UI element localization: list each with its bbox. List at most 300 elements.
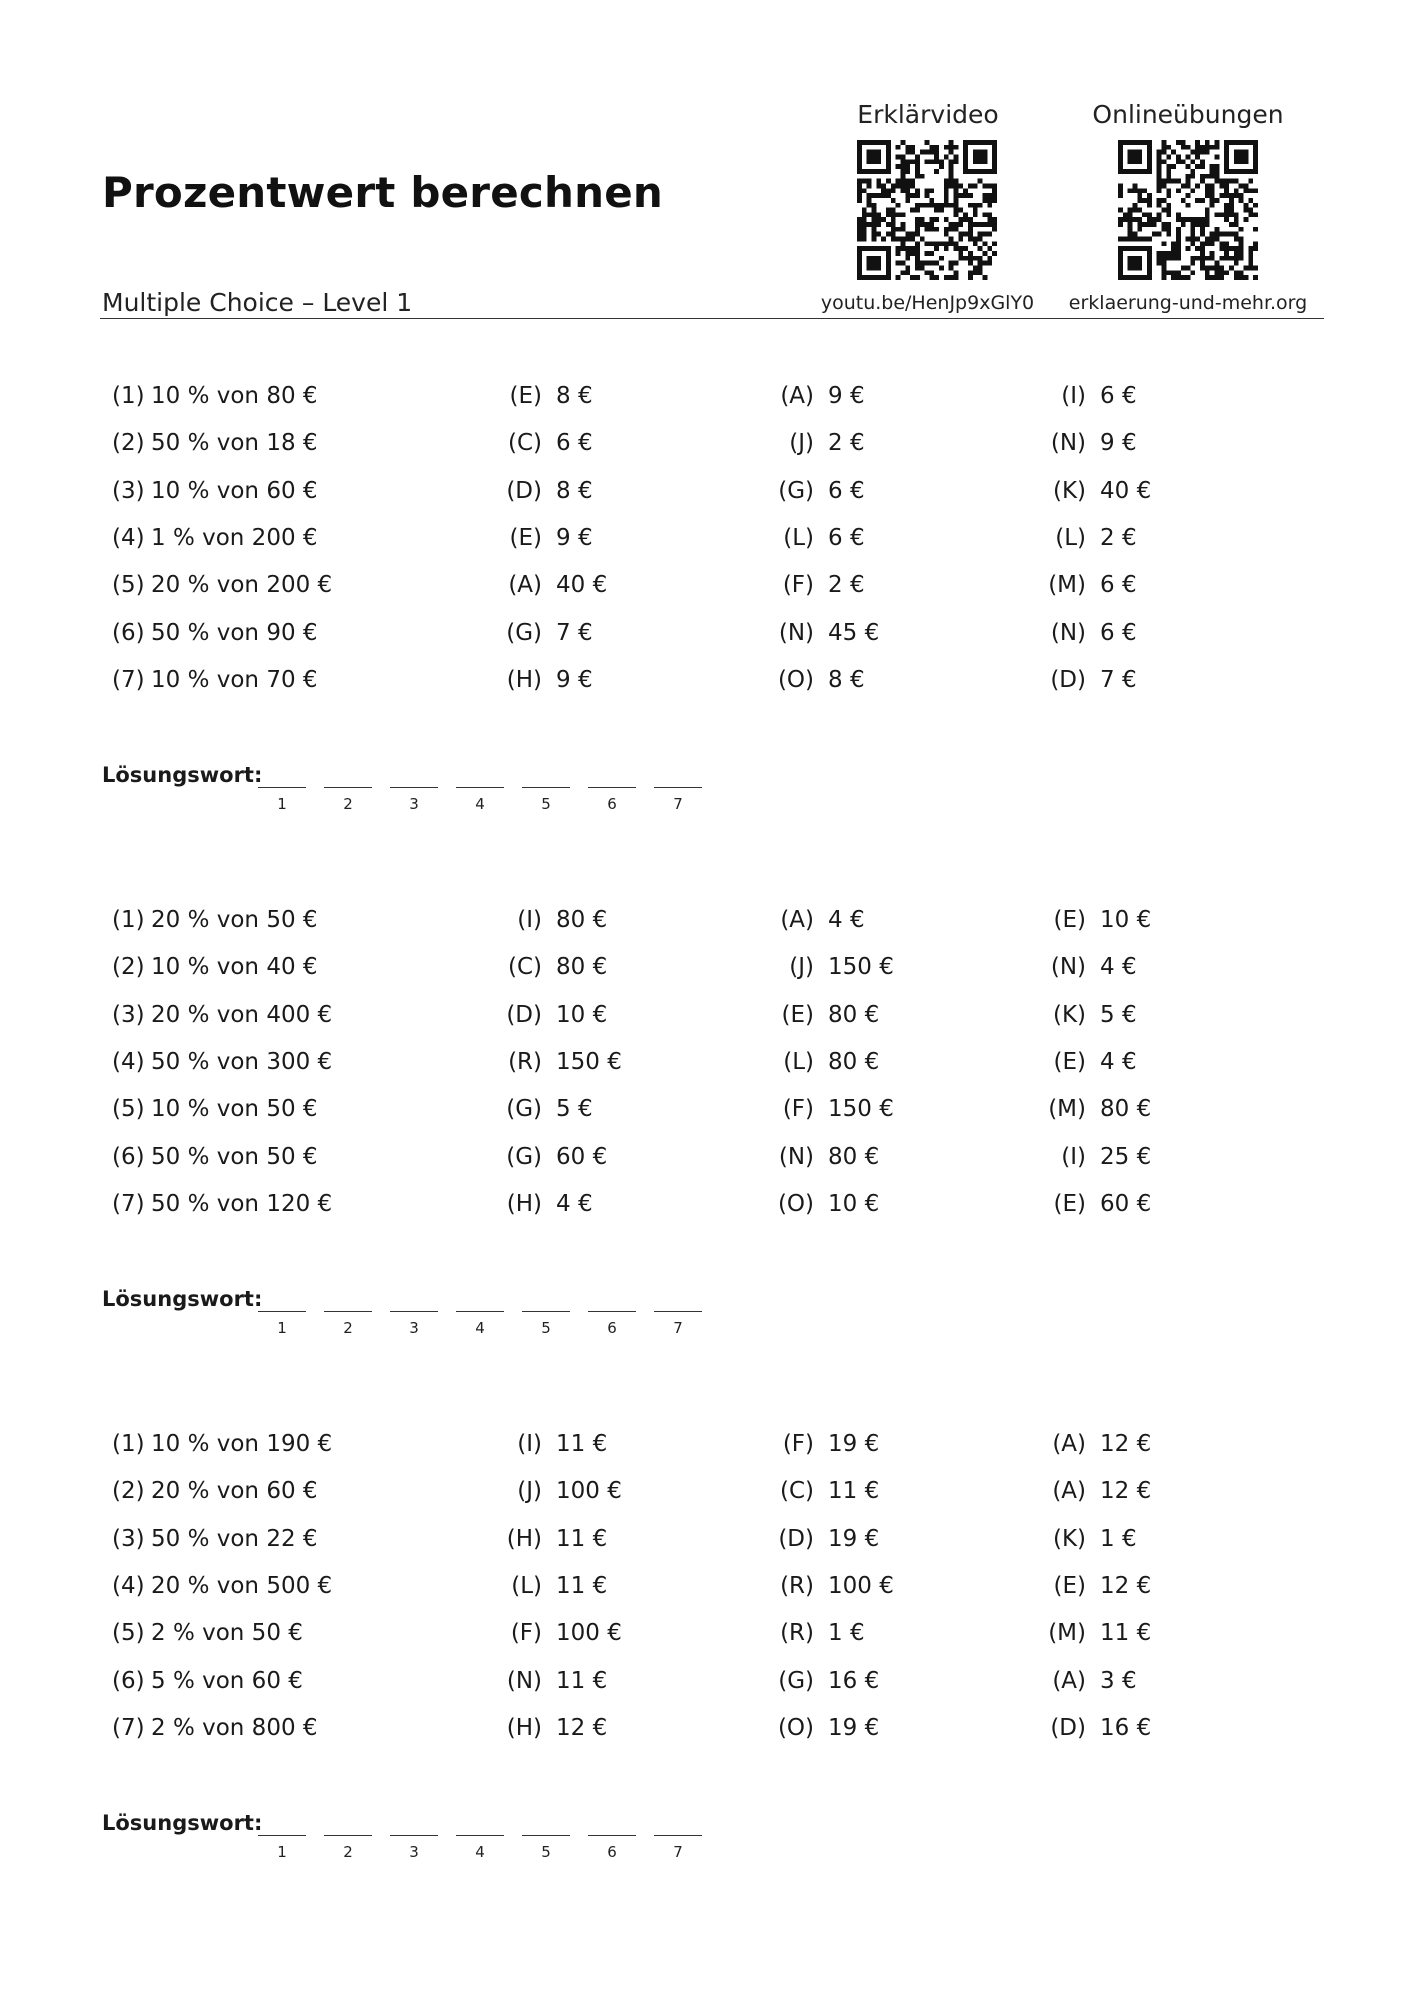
option-value: 16 €: [1100, 1714, 1152, 1741]
option-value: 11 €: [556, 1525, 608, 1552]
task-text: 50 % von 18 €: [151, 430, 318, 457]
option-letter: (K): [1052, 1001, 1086, 1028]
option-value: 8 €: [828, 666, 865, 693]
option-value: 6 €: [828, 477, 865, 504]
page-subtitle: Multiple Choice – Level 1: [102, 288, 413, 317]
option-value: 2 €: [828, 430, 865, 457]
task-text: 10 % von 60 €: [151, 477, 318, 504]
option-value: 3 €: [1100, 1667, 1137, 1694]
option-value: 45 €: [828, 619, 880, 646]
solution-blank[interactable]: [522, 787, 570, 788]
option-letter: (L): [511, 1572, 542, 1599]
task-question: [112, 1715, 318, 1741]
task-question: [112, 667, 318, 693]
task-text: 1 % von 200 €: [151, 524, 318, 551]
solution-blank[interactable]: [654, 1311, 702, 1312]
option-letter: (D): [1050, 666, 1086, 693]
answer-option[interactable]: [1050, 619, 1137, 646]
option-letter: (C): [507, 430, 542, 457]
option-letter: (A): [1052, 1431, 1086, 1457]
option-letter: (M): [1048, 572, 1086, 599]
option-value: 100 €: [556, 1620, 622, 1647]
option-letter: (J): [517, 1478, 542, 1505]
answer-option[interactable]: [1061, 1143, 1152, 1170]
answer-option[interactable]: [1050, 954, 1137, 981]
option-letter: (M): [1048, 1620, 1086, 1647]
option-value: 60 €: [1100, 1190, 1152, 1217]
option-letter: (E): [1053, 907, 1086, 933]
task-number: (3): [112, 477, 145, 504]
blank-number: 4: [475, 1843, 485, 1861]
solution-blank[interactable]: [522, 1311, 570, 1312]
option-letter: (O): [777, 1190, 814, 1217]
task-row: [0, 907, 1414, 947]
task-text: 20 % von 400 €: [151, 1001, 333, 1028]
task-question: [112, 1191, 332, 1217]
qr-left-label: Erklärvideo: [857, 100, 999, 129]
blank-number: 5: [541, 1843, 551, 1861]
blank-number: 6: [607, 1843, 617, 1861]
task-number: (5): [112, 572, 145, 599]
task-number: (3): [112, 1525, 145, 1552]
answer-option[interactable]: [1053, 1190, 1152, 1217]
option-letter: (R): [780, 1620, 814, 1647]
solution-word: [0, 1811, 1414, 1871]
option-letter: (F): [782, 1431, 814, 1457]
blank-number: 1: [277, 795, 287, 813]
answer-option[interactable]: [1053, 1572, 1152, 1599]
option-letter: (I): [1061, 1143, 1086, 1170]
task-number: (6): [112, 1667, 145, 1694]
answer-option[interactable]: [1052, 1525, 1137, 1552]
task-number: (4): [112, 1048, 145, 1075]
solution-label: Lösungswort:: [102, 1287, 263, 1311]
option-value: 9 €: [828, 383, 865, 409]
solution-blank[interactable]: [654, 1835, 702, 1836]
option-letter: (R): [780, 1572, 814, 1599]
option-value: 4 €: [1100, 1048, 1137, 1075]
qr-left-url[interactable]: youtu.be/HenJp9xGlY0: [820, 292, 1035, 314]
option-letter: (E): [1053, 1190, 1086, 1217]
solution-blank[interactable]: [456, 1835, 504, 1836]
option-letter: (D): [506, 1001, 542, 1028]
task-row: [0, 1431, 1414, 1471]
blank-number: 3: [409, 1319, 419, 1337]
answer-option[interactable]: [506, 1001, 608, 1028]
option-value: 6 €: [556, 430, 593, 457]
task-question: [112, 572, 332, 598]
answer-option[interactable]: [789, 954, 894, 981]
answer-option[interactable]: [506, 1667, 608, 1694]
option-letter: (A): [508, 572, 542, 599]
solution-blank[interactable]: [258, 1311, 306, 1312]
task-question: [112, 383, 318, 409]
answer-option[interactable]: [782, 1096, 894, 1123]
task-row: [0, 1573, 1414, 1613]
option-letter: (A): [1052, 1667, 1086, 1694]
option-letter: (O): [777, 666, 814, 693]
solution-blank[interactable]: [390, 1835, 438, 1836]
option-letter: (A): [1052, 1478, 1086, 1505]
task-number: (6): [112, 619, 145, 646]
option-letter: (D): [778, 1525, 814, 1552]
option-value: 100 €: [556, 1478, 622, 1505]
option-letter: (C): [507, 954, 542, 981]
task-number: (4): [112, 1572, 145, 1599]
task-text: 20 % von 50 €: [151, 907, 318, 933]
solution-blank[interactable]: [522, 1835, 570, 1836]
option-value: 7 €: [556, 619, 593, 646]
option-value: 6 €: [828, 524, 865, 551]
option-letter: (I): [517, 1431, 542, 1457]
option-letter: (E): [1053, 1048, 1086, 1075]
option-value: 9 €: [556, 524, 593, 551]
answer-option[interactable]: [778, 1525, 880, 1552]
answer-option[interactable]: [1050, 1714, 1152, 1741]
blank-number: 1: [277, 1843, 287, 1861]
option-letter: (L): [783, 524, 814, 551]
answer-option[interactable]: [507, 954, 608, 981]
task-number: (1): [112, 383, 145, 409]
blank-number: 6: [607, 1319, 617, 1337]
option-value: 100 €: [828, 1572, 894, 1599]
option-letter: (H): [506, 1714, 542, 1741]
blank-number: 5: [541, 795, 551, 813]
task-question: [112, 954, 318, 980]
option-value: 6 €: [1100, 619, 1137, 646]
option-value: 80 €: [828, 1001, 880, 1028]
option-value: 5 €: [1100, 1001, 1137, 1028]
answer-option[interactable]: [783, 1048, 880, 1075]
answer-option[interactable]: [1055, 524, 1137, 551]
answer-option[interactable]: [782, 572, 865, 599]
answer-option[interactable]: [506, 619, 593, 646]
option-value: 9 €: [556, 666, 593, 693]
task-question: [112, 1573, 332, 1599]
task-number: (7): [112, 1714, 145, 1741]
solution-word: [0, 1287, 1414, 1347]
option-letter: (F): [510, 1620, 542, 1647]
solution-blank[interactable]: [258, 787, 306, 788]
answer-option[interactable]: [777, 1714, 880, 1741]
task-number: (2): [112, 1478, 145, 1505]
answer-option[interactable]: [779, 1478, 880, 1505]
task-row: [0, 1620, 1414, 1660]
answer-option[interactable]: [1052, 1001, 1137, 1028]
option-letter: (N): [1050, 430, 1086, 457]
solution-blank[interactable]: [258, 1835, 306, 1836]
answer-option[interactable]: [508, 572, 608, 599]
blank-number: 2: [343, 795, 353, 813]
answer-option[interactable]: [506, 1525, 608, 1552]
task-number: (4): [112, 524, 145, 551]
task-question: [112, 1002, 332, 1028]
option-value: 2 €: [828, 572, 865, 599]
option-value: 11 €: [556, 1667, 608, 1694]
task-row: [0, 667, 1414, 707]
option-letter: (L): [1055, 524, 1086, 551]
option-letter: (D): [506, 477, 542, 504]
task-number: (1): [112, 1431, 145, 1457]
option-value: 4 €: [556, 1190, 593, 1217]
answer-option[interactable]: [777, 666, 865, 693]
task-number: (3): [112, 1001, 145, 1028]
task-row: [0, 572, 1414, 612]
option-value: 80 €: [828, 1048, 880, 1075]
option-value: 150 €: [828, 1096, 894, 1123]
answer-option[interactable]: [1053, 907, 1152, 933]
option-value: 10 €: [556, 1001, 608, 1028]
task-number: (1): [112, 907, 145, 933]
option-letter: (O): [777, 1714, 814, 1741]
answer-option[interactable]: [509, 383, 593, 409]
option-letter: (H): [506, 666, 542, 693]
answer-option[interactable]: [1050, 430, 1137, 457]
blank-number: 2: [343, 1319, 353, 1337]
option-letter: (H): [506, 1190, 542, 1217]
task-number: (6): [112, 1143, 145, 1170]
task-text: 50 % von 300 €: [151, 1048, 333, 1075]
option-letter: (C): [779, 1478, 814, 1505]
blank-number: 1: [277, 1319, 287, 1337]
option-value: 12 €: [1100, 1478, 1152, 1505]
blank-number: 5: [541, 1319, 551, 1337]
answer-option[interactable]: [782, 1431, 880, 1457]
answer-option[interactable]: [1052, 1431, 1152, 1457]
option-letter: (J): [789, 430, 814, 457]
answer-option[interactable]: [1061, 383, 1137, 409]
option-value: 9 €: [1100, 430, 1137, 457]
answer-option[interactable]: [506, 666, 593, 693]
answer-option[interactable]: [1052, 1667, 1137, 1694]
task-row: [0, 1049, 1414, 1089]
task-text: 50 % von 90 €: [151, 619, 318, 646]
option-letter: (K): [1052, 477, 1086, 504]
task-text: 10 % von 70 €: [151, 666, 318, 693]
blank-number: 7: [673, 795, 683, 813]
solution-blank[interactable]: [324, 1835, 372, 1836]
solution-blank[interactable]: [588, 1835, 636, 1836]
option-letter: (R): [508, 1048, 542, 1075]
option-letter: (N): [1050, 619, 1086, 646]
task-question: [112, 430, 318, 456]
option-value: 6 €: [1100, 383, 1137, 409]
qr-right-url[interactable]: erklaerung-und-mehr.org: [1068, 292, 1308, 314]
option-value: 12 €: [1100, 1431, 1152, 1457]
solution-blank[interactable]: [324, 787, 372, 788]
solution-blank[interactable]: [588, 787, 636, 788]
option-value: 19 €: [828, 1525, 880, 1552]
option-value: 2 €: [1100, 524, 1137, 551]
task-row: [0, 954, 1414, 994]
task-row: [0, 478, 1414, 518]
option-letter: (E): [509, 524, 542, 551]
task-text: 20 % von 60 €: [151, 1478, 318, 1505]
solution-blank[interactable]: [390, 1311, 438, 1312]
answer-option[interactable]: [506, 1143, 608, 1170]
answer-option[interactable]: [506, 1714, 608, 1741]
task-text: 50 % von 22 €: [151, 1525, 318, 1552]
answer-option[interactable]: [1048, 1096, 1152, 1123]
task-text: 5 % von 60 €: [151, 1667, 303, 1694]
answer-option[interactable]: [780, 383, 865, 409]
option-letter: (F): [782, 572, 814, 599]
answer-option[interactable]: [1050, 666, 1137, 693]
task-number: (5): [112, 1620, 145, 1647]
option-value: 11 €: [1100, 1620, 1152, 1647]
answer-option[interactable]: [778, 619, 880, 646]
solution-blank[interactable]: [456, 1311, 504, 1312]
answer-option[interactable]: [1053, 1048, 1137, 1075]
option-letter: (E): [509, 383, 542, 409]
solution-label: Lösungswort:: [102, 1811, 263, 1835]
task-row: [0, 620, 1414, 660]
option-value: 80 €: [556, 907, 608, 933]
option-value: 12 €: [556, 1714, 608, 1741]
task-row: [0, 525, 1414, 565]
answer-option[interactable]: [517, 1478, 622, 1505]
task-row: [0, 1096, 1414, 1136]
solution-blank[interactable]: [654, 787, 702, 788]
option-value: 11 €: [556, 1572, 608, 1599]
option-letter: (N): [778, 1143, 814, 1170]
answer-option[interactable]: [778, 1143, 880, 1170]
option-letter: (F): [782, 1096, 814, 1123]
answer-option[interactable]: [778, 1667, 880, 1694]
answer-option[interactable]: [517, 907, 608, 933]
option-value: 4 €: [828, 907, 865, 933]
answer-option[interactable]: [506, 477, 593, 504]
qr-code-icon[interactable]: [857, 140, 997, 280]
blank-number: 3: [409, 795, 419, 813]
option-letter: (L): [783, 1048, 814, 1075]
solution-blank[interactable]: [390, 787, 438, 788]
qr-code-icon[interactable]: [1118, 140, 1258, 280]
option-value: 8 €: [556, 383, 593, 409]
option-letter: (G): [506, 1143, 542, 1170]
option-value: 150 €: [828, 954, 894, 981]
solution-blank[interactable]: [456, 787, 504, 788]
answer-option[interactable]: [778, 477, 865, 504]
answer-option[interactable]: [509, 524, 593, 551]
solution-word: [0, 763, 1414, 823]
answer-option[interactable]: [789, 430, 865, 457]
answer-option[interactable]: [1048, 572, 1137, 599]
blank-number: 4: [475, 795, 485, 813]
option-letter: (G): [506, 619, 542, 646]
answer-option[interactable]: [507, 430, 593, 457]
option-letter: (G): [778, 1667, 814, 1694]
option-value: 11 €: [828, 1478, 880, 1505]
solution-blank[interactable]: [588, 1311, 636, 1312]
answer-option[interactable]: [780, 907, 865, 933]
option-value: 80 €: [828, 1143, 880, 1170]
task-text: 2 % von 50 €: [151, 1620, 303, 1647]
option-value: 19 €: [828, 1714, 880, 1741]
task-question: [112, 1526, 318, 1552]
answer-option[interactable]: [508, 1048, 622, 1075]
option-value: 11 €: [556, 1431, 608, 1457]
blank-number: 7: [673, 1843, 683, 1861]
task-question: [112, 907, 318, 933]
option-value: 10 €: [828, 1190, 880, 1217]
answer-option[interactable]: [1052, 477, 1152, 504]
answer-option[interactable]: [783, 524, 865, 551]
option-value: 19 €: [828, 1431, 880, 1457]
option-value: 25 €: [1100, 1143, 1152, 1170]
option-letter: (E): [1053, 1572, 1086, 1599]
task-question: [112, 1049, 332, 1075]
option-value: 6 €: [1100, 572, 1137, 599]
answer-option[interactable]: [506, 1190, 593, 1217]
task-row: [0, 1668, 1414, 1708]
option-value: 5 €: [556, 1096, 593, 1123]
option-value: 40 €: [556, 572, 608, 599]
task-row: [0, 430, 1414, 470]
task-text: 2 % von 800 €: [151, 1714, 318, 1741]
answer-option[interactable]: [510, 1620, 622, 1647]
answer-option[interactable]: [780, 1620, 865, 1647]
task-row: [0, 1715, 1414, 1755]
option-letter: (A): [780, 383, 814, 409]
task-question: [112, 525, 318, 551]
solution-blank[interactable]: [324, 1311, 372, 1312]
task-row: [0, 1191, 1414, 1231]
option-letter: (E): [781, 1001, 814, 1028]
answer-option[interactable]: [780, 1572, 894, 1599]
answer-option[interactable]: [506, 1096, 593, 1123]
task-question: [112, 1478, 318, 1504]
option-letter: (I): [1061, 383, 1086, 409]
answer-option[interactable]: [517, 1431, 608, 1457]
option-letter: (I): [517, 907, 542, 933]
option-value: 1 €: [1100, 1525, 1137, 1552]
option-value: 8 €: [556, 477, 593, 504]
option-value: 80 €: [556, 954, 608, 981]
option-letter: (N): [1050, 954, 1086, 981]
task-number: (5): [112, 1096, 145, 1123]
task-question: [112, 620, 318, 646]
qr-right-label: Onlineübungen: [1092, 100, 1284, 129]
answer-option[interactable]: [1048, 1620, 1152, 1647]
answer-option[interactable]: [511, 1572, 608, 1599]
blank-number: 7: [673, 1319, 683, 1337]
task-text: 10 % von 80 €: [151, 383, 318, 409]
task-row: [0, 1478, 1414, 1518]
option-value: 80 €: [1100, 1096, 1152, 1123]
option-value: 7 €: [1100, 666, 1137, 693]
option-letter: (N): [506, 1667, 542, 1694]
option-letter: (N): [778, 619, 814, 646]
task-question: [112, 1620, 303, 1646]
task-row: [0, 1526, 1414, 1566]
answer-option[interactable]: [777, 1190, 880, 1217]
task-text: 20 % von 500 €: [151, 1572, 333, 1599]
option-value: 60 €: [556, 1143, 608, 1170]
option-letter: (G): [506, 1096, 542, 1123]
option-letter: (G): [778, 477, 814, 504]
answer-option[interactable]: [781, 1001, 880, 1028]
task-text: 50 % von 50 €: [151, 1143, 318, 1170]
answer-option[interactable]: [1052, 1478, 1152, 1505]
task-number: (7): [112, 1190, 145, 1217]
task-row: [0, 1002, 1414, 1042]
option-value: 12 €: [1100, 1572, 1152, 1599]
option-value: 16 €: [828, 1667, 880, 1694]
task-row: [0, 1144, 1414, 1184]
task-text: 50 % von 120 €: [151, 1190, 333, 1217]
option-letter: (M): [1048, 1096, 1086, 1123]
